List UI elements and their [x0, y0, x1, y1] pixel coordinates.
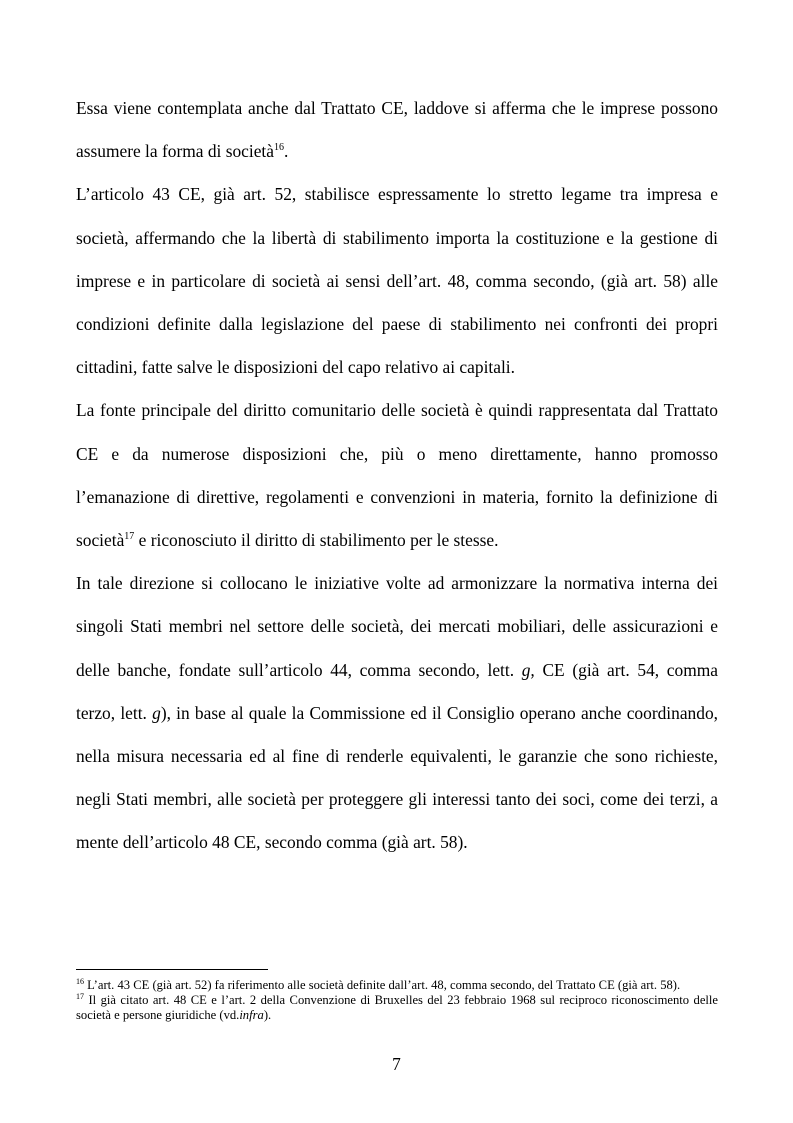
paragraph-4-letter-g-1: g, — [521, 659, 535, 680]
paragraph-1-text: Essa viene contemplata anche dal Trattato CE, laddove si afferma che le imprese possono assumere la forma di società — [76, 98, 718, 162]
paragraph-4-text-1: In tale direzione si collocano le iniziative volte ad armonizzare la normativa interna dei singoli Stati membri nel settore delle società, dei mercati mobiliari, delle assicurazioni e delle banche, fondate sull’articolo 44, comma secondo, lett. — [76, 573, 718, 680]
footnote-16 — [76, 978, 718, 993]
paragraph-2 — [76, 173, 718, 389]
paragraph-4 — [76, 562, 718, 864]
footnote-17-text: Il già citato art. 48 CE e l’art. 2 della Convenzione di Bruxelles del 23 febbraio 1968 sul reciproco riconoscimento delle società e persone giuridiche (vd. — [76, 992, 718, 1022]
footnote-17-infra: infra — [239, 1007, 264, 1022]
main-text — [76, 87, 718, 865]
paragraph-4-text-2: CE (già art. 54, comma terzo, lett. — [76, 659, 718, 723]
footnote-17 — [76, 993, 718, 1023]
footnote-16-text: L’art. 43 CE (già art. 52) fa riferimento alle società definite dall’art. 48, comma secondo, del Trattato CE (già art. 58). — [84, 978, 681, 992]
page-number: 7 — [392, 1054, 401, 1074]
footnote-separator — [76, 969, 268, 970]
paragraph-2-text: L’articolo 43 CE, già art. 52, stabilisce espressamente lo stretto legame tra impresa e società, affermando che la libertà di stabilimento importa la costituzione e la gestione di imprese e in particolare di società ai sensi dell’art. 48, comma secondo, (già art. 58) alle condizioni definite dalla legislazione del paese di stabilimento nei confronti dei propri cittadini, fatte salve le disposizioni del capo relativo ai capitali. — [76, 184, 718, 378]
paragraph-1 — [76, 87, 718, 173]
paragraph-4-text-3: ), in base al quale la Commissione ed il Consiglio operano anche coordinando, nella misura necessaria ed al fine di renderle equivalenti, le garanzie che sono richieste, negli Stati membri, alle società per proteggere gli interessi tanto dei soci, come dei terzi, a mente dell’articolo 48 CE, secondo comma (già art. 58). — [76, 702, 718, 853]
footnote-17-tail: ). — [263, 1007, 272, 1022]
paragraph-4-letter-g-2: g — [152, 702, 161, 723]
footnote-ref-17[interactable]: 17 — [124, 531, 135, 543]
footnote-ref-16[interactable]: 16 — [273, 142, 284, 154]
footnote-16-number: 16 — [76, 977, 84, 986]
paragraph-3-tail: e riconosciuto il diritto di stabilimento per le stesse. — [134, 530, 499, 551]
paragraph-3-text: La fonte principale del diritto comunitario delle società è quindi rappresentata dal Trattato CE e da numerose disposizioni che, più o meno direttamente, hanno promosso l’emanazione di direttive, regolamenti e convenzioni in materia, fornito la definizione di società — [76, 400, 718, 551]
paragraph-1-tail: . — [283, 141, 289, 162]
paragraph-3 — [76, 389, 718, 562]
footnote-17-number: 17 — [76, 991, 84, 1001]
footnotes — [76, 978, 718, 1022]
